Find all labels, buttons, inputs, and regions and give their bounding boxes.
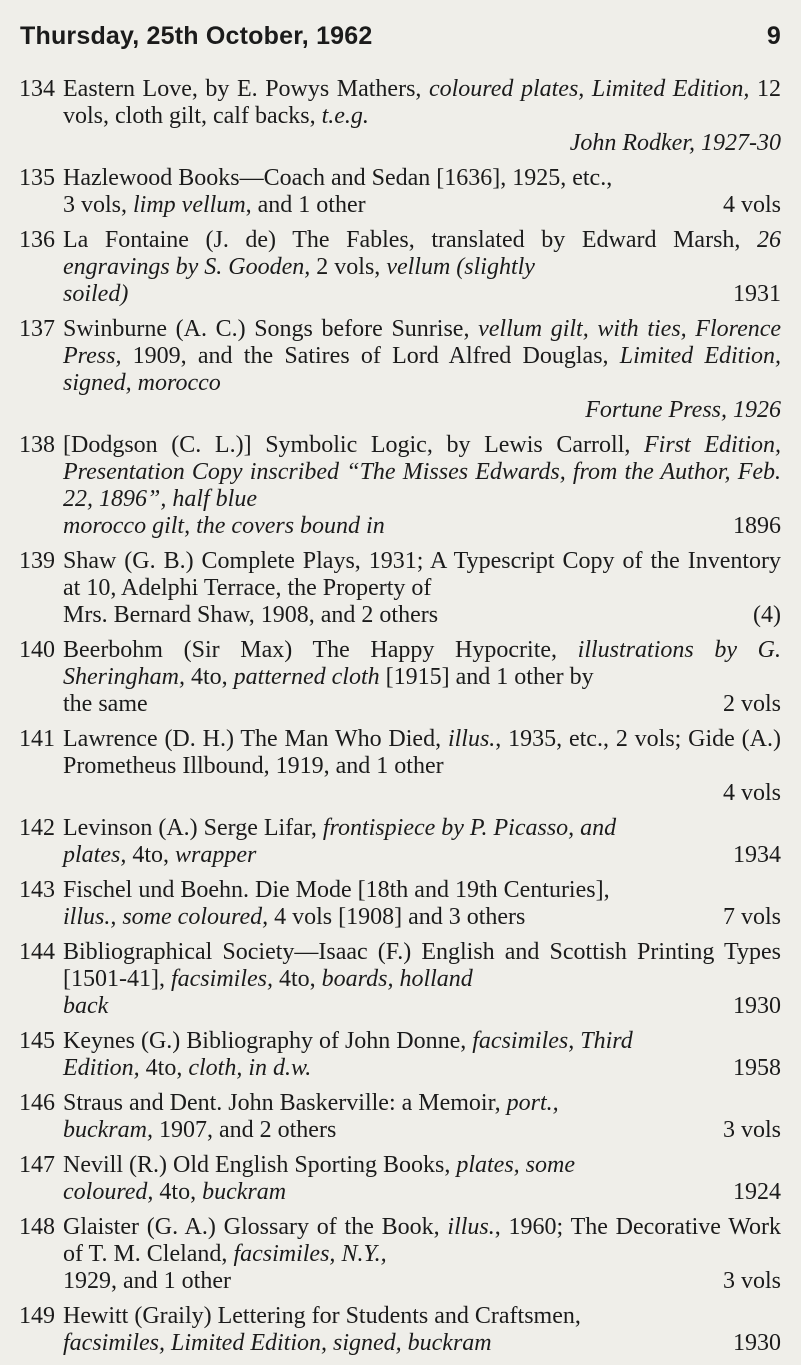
lot-tail: soiled) 1931 — [63, 281, 781, 307]
lot-entry — [0, 227, 801, 308]
lot-description: Keynes (G.) Bibliography of John Donne, facsimiles, Third — [63, 1028, 633, 1054]
lot-description: Glaister (G. A.) Glossary of the Book, illus., 1960; The Decorative Work of T. M. Cleland, facsimiles, N.Y., — [63, 1214, 781, 1267]
lot-number: 149 — [19, 1303, 55, 1329]
page-header — [20, 22, 781, 51]
lot-number: 142 — [19, 815, 55, 841]
lot-quantity: 2 vols — [722, 691, 781, 717]
lot-description: Nevill (R.) Old English Sporting Books, plates, some — [63, 1152, 575, 1178]
lot-entry — [0, 1090, 801, 1144]
lot-quantity: 7 vols — [722, 904, 781, 930]
lot-description: Levinson (A.) Serge Lifar, frontispiece by P. Picasso, and — [63, 815, 617, 841]
lot-number: 139 — [19, 548, 55, 574]
lot-entry — [0, 432, 801, 540]
lot-number: 136 — [19, 227, 55, 253]
lot-tail: Mrs. Bernard Shaw, 1908, and 2 others (4) — [63, 602, 781, 628]
lot-number: 137 — [19, 316, 55, 342]
lot-year: 1930 — [733, 1330, 781, 1356]
lot-entry — [0, 76, 801, 157]
lot-number: 144 — [19, 939, 55, 965]
lot-description: Lawrence (D. H.) The Man Who Died, illus., 1935, etc., 2 vols; Gide (A.) Prometheus Illbound, 1919, and 1 other — [63, 726, 782, 779]
lot-entry — [0, 548, 801, 629]
lot-entry — [0, 726, 801, 807]
lot-number: 138 — [19, 432, 55, 458]
lot-tail: the same 2 vols — [63, 691, 781, 717]
lot-tail: facsimiles, Limited Edition, signed, buckram 1930 — [63, 1330, 781, 1356]
lot-tail: back 1930 — [63, 993, 781, 1019]
lot-description: Hewitt (Graily) Lettering for Students and Craftsmen, — [63, 1303, 581, 1329]
lot-number: 145 — [19, 1028, 55, 1054]
lot-entry — [0, 1214, 801, 1295]
lot-year: 1934 — [733, 842, 781, 868]
lot-number: 147 — [19, 1152, 55, 1178]
lot-description: Eastern Love, by E. Powys Mathers, coloured plates, Limited Edition, 12 vols, cloth gilt, calf backs, t.e.g. — [63, 76, 781, 129]
lot-description: Straus and Dent. John Baskerville: a Memoir, port., — [63, 1090, 559, 1116]
lot-year: 1930 — [733, 993, 781, 1019]
lot-number: 134 — [19, 76, 55, 102]
lot-tail: plates, 4to, wrapper 1934 — [63, 842, 781, 868]
lot-year: 1924 — [733, 1179, 781, 1205]
lot-description: Bibliographical Society—Isaac (F.) English and Scottish Printing Types [1501-41], facsimiles, 4to, boards, holland — [63, 939, 781, 992]
lot-year: 1958 — [733, 1055, 781, 1081]
lot-year: 1896 — [733, 513, 781, 539]
lot-number: 148 — [19, 1214, 55, 1240]
lot-list — [0, 76, 801, 1365]
lot-description: Shaw (G. B.) Complete Plays, 1931; A Typescript Copy of the Inventory at 10, Adelphi Terrace, the Property of — [63, 548, 782, 601]
lot-year: 1931 — [733, 281, 781, 307]
lot-number: 143 — [19, 877, 55, 903]
lot-quantity: 3 vols — [722, 1268, 781, 1294]
lot-tail: morocco gilt, the covers bound in 1896 — [63, 513, 781, 539]
lot-description: Swinburne (A. C.) Songs before Sunrise, vellum gilt, with ties, Florence Press, 1909, and the Satires of Lord Alfred Douglas, Limited Edition, signed, morocco — [63, 316, 782, 396]
lot-quantity: 4 vols — [722, 192, 781, 218]
lot-entry — [0, 815, 801, 869]
lot-publisher: John Rodker, 1927-30 — [569, 130, 781, 156]
lot-entry — [0, 1152, 801, 1206]
lot-description: Hazlewood Books—Coach and Sedan [1636], 1925, etc., — [63, 165, 613, 191]
lot-description: Beerbohm (Sir Max) The Happy Hypocrite, illustrations by G. Sheringham, 4to, patterned cloth [1915] and 1 other by — [63, 637, 781, 690]
lot-entry — [0, 939, 801, 1020]
lot-publisher: Fortune Press, 1926 — [585, 397, 781, 423]
header-date: Thursday, 25th October, 1962 — [20, 22, 373, 50]
lot-quantity: (4) — [753, 602, 781, 628]
lot-number: 140 — [19, 637, 55, 663]
lot-tail: 1929, and 1 other 3 vols — [63, 1268, 781, 1294]
lot-tail: buckram, 1907, and 2 others 3 vols — [63, 1117, 781, 1143]
lot-description: [Dodgson (C. L.)] Symbolic Logic, by Lewis Carroll, First Edition, Presentation Copy inscribed “The Misses Edwards, from the Author, Feb. 22, 1896”, half blue — [63, 432, 782, 512]
lot-description: Fischel und Boehn. Die Mode [18th and 19th Centuries], — [63, 877, 610, 903]
lot-tail: coloured, 4to, buckram 1924 — [63, 1179, 781, 1205]
lot-entry — [0, 637, 801, 718]
lot-number: 146 — [19, 1090, 55, 1116]
lot-quantity: 3 vols — [722, 1117, 781, 1143]
lot-quantity: 4 vols — [722, 780, 781, 806]
lot-tail: Edition, 4to, cloth, in d.w. 1958 — [63, 1055, 781, 1081]
lot-tail: 3 vols, limp vellum, and 1 other 4 vols — [63, 192, 781, 218]
lot-entry — [0, 165, 801, 219]
lot-description: La Fontaine (J. de) The Fables, translated by Edward Marsh, 26 engravings by S. Gooden, 2 vols, vellum (slightly — [63, 227, 781, 280]
page-number: 9 — [766, 22, 781, 50]
lot-tail: illus., some coloured, 4 vols [1908] and 3 others 7 vols — [63, 904, 781, 930]
lot-number: 141 — [19, 726, 55, 752]
lot-entry — [0, 1303, 801, 1357]
lot-entry — [0, 316, 801, 424]
lot-entry — [0, 1028, 801, 1082]
lot-number: 135 — [19, 165, 55, 191]
lot-entry — [0, 877, 801, 931]
